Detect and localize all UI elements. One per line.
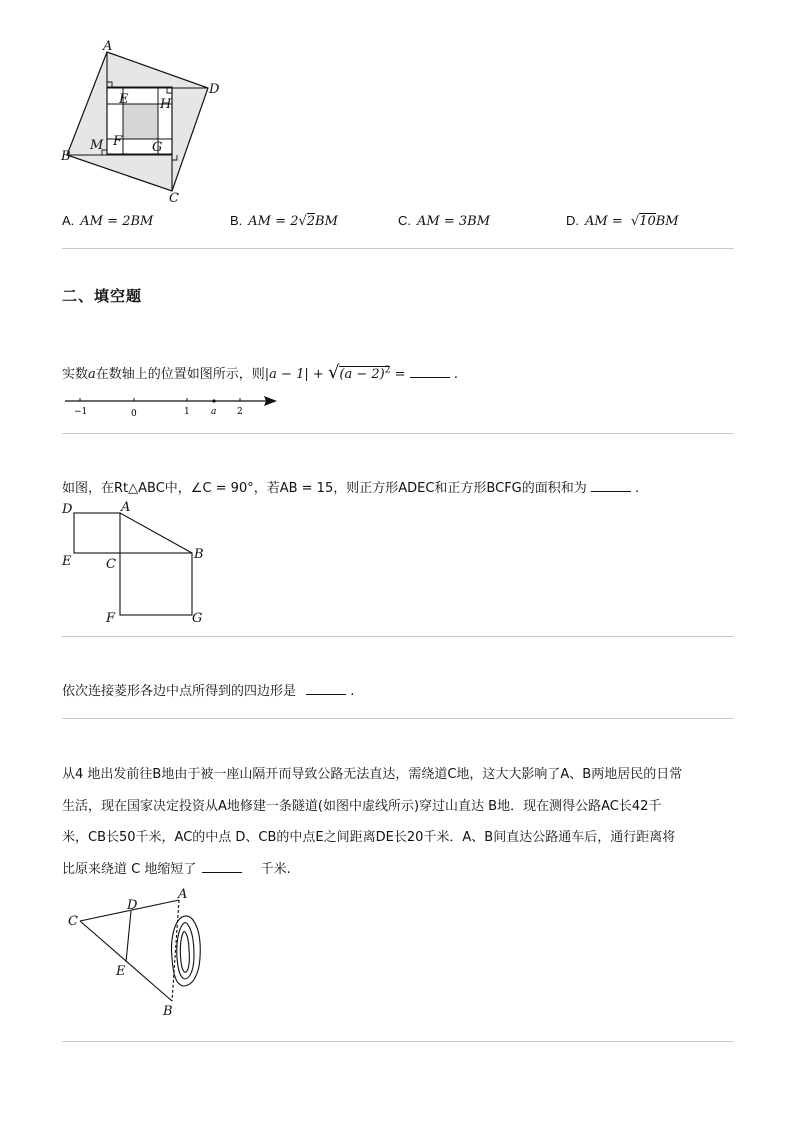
- divider: [62, 433, 734, 434]
- point-a: [212, 399, 215, 402]
- square-bcfg: [120, 553, 192, 615]
- label-d: D: [209, 82, 220, 97]
- label-a: A: [121, 500, 131, 515]
- q4-line-1: 从4 地出发前往B地由于被一座山隔开而导致公路无法直达，需绕道C地，这大大影响了A、B两地居民的日常: [62, 767, 683, 782]
- label-b: B: [163, 1004, 173, 1018]
- label-d: D: [62, 502, 73, 517]
- label-d: D: [127, 898, 138, 913]
- option-key: B.: [230, 213, 243, 228]
- divider: [62, 636, 734, 637]
- option-lhs: AM: [417, 214, 440, 229]
- figure-nested-squares: [58, 36, 228, 208]
- q2-end: .: [635, 481, 640, 496]
- q4-line-4: [62, 858, 291, 877]
- divider: [62, 718, 734, 719]
- divider: [62, 1041, 734, 1042]
- q1-sqrt-expr: [339, 366, 390, 382]
- label-a: A: [178, 887, 188, 902]
- option-coef: 3: [458, 214, 468, 229]
- label-c: C: [169, 191, 179, 206]
- option-lhs: AM: [80, 214, 103, 229]
- tick-label-0: 0: [131, 409, 137, 419]
- segment-de: [126, 911, 131, 962]
- option-key: A.: [62, 213, 75, 228]
- tick-label-1: 1: [184, 407, 190, 417]
- q3-end: .: [350, 684, 355, 699]
- sqrt-sign: √: [327, 362, 340, 383]
- q1-sup: 2: [384, 365, 391, 376]
- label-g: G: [192, 611, 203, 626]
- option-eq: =: [443, 214, 455, 229]
- option-key: D.: [566, 213, 579, 228]
- label-b: B: [194, 547, 204, 562]
- label-f: F: [113, 134, 123, 149]
- q1-answer-blank[interactable]: [410, 377, 450, 378]
- q4-last-post: 千米.: [260, 862, 291, 877]
- option-a[interactable]: [62, 213, 153, 229]
- q1-sqrt-base: (a − 2): [339, 367, 385, 382]
- option-radicand: 2: [306, 214, 316, 229]
- label-a: A: [103, 39, 113, 54]
- q1-text-mid: 在数轴上的位置如图所示，则: [95, 367, 265, 382]
- figure-right-triangle-squares: [58, 500, 208, 628]
- option-rhs: BM: [655, 214, 679, 229]
- option-eq: =: [611, 214, 623, 229]
- square-adec: [74, 513, 120, 553]
- label-b: B: [61, 149, 71, 164]
- option-lhs: AM: [248, 214, 271, 229]
- center-square: [123, 104, 158, 139]
- q1-abs-expr: |a − 1|: [264, 367, 309, 382]
- q3-text: [62, 680, 354, 699]
- mountain-contour: [180, 931, 189, 972]
- label-m: M: [90, 138, 104, 153]
- figure-mountain-tunnel: [62, 886, 222, 1018]
- q2-text: [62, 477, 639, 496]
- mountain-contour: [177, 923, 194, 979]
- q1-end: .: [453, 367, 458, 382]
- label-h: H: [160, 97, 172, 112]
- option-eq: =: [275, 214, 287, 229]
- option-eq: =: [107, 214, 119, 229]
- option-rhs: BM: [130, 214, 154, 229]
- q2-answer-blank[interactable]: [591, 491, 631, 492]
- side-ab: [120, 513, 192, 553]
- option-c[interactable]: [398, 213, 490, 229]
- sqrt-sign: √: [298, 214, 307, 229]
- tunnel-ab: [172, 900, 179, 1001]
- label-c: C: [68, 914, 78, 929]
- label-e: E: [119, 92, 129, 107]
- tick-label-a: a: [211, 407, 217, 417]
- label-f: F: [106, 611, 116, 626]
- q3-answer-blank[interactable]: [306, 694, 346, 695]
- q1-text: [62, 362, 458, 383]
- option-key: C.: [398, 213, 411, 228]
- option-radicand: 10: [639, 214, 656, 229]
- number-line: [60, 390, 282, 422]
- q1-eq: =: [394, 367, 406, 382]
- sqrt-sign: √: [630, 214, 640, 229]
- q1-text-pre: 实数: [62, 367, 89, 382]
- q1-plus: +: [312, 367, 324, 382]
- option-lhs: AM: [585, 214, 608, 229]
- option-d[interactable]: [566, 213, 679, 229]
- q3-question: 依次连接菱形各边中点所得到的四边形是: [62, 684, 297, 699]
- divider: [62, 248, 734, 249]
- option-b[interactable]: [230, 213, 338, 229]
- label-c: C: [106, 557, 116, 572]
- option-coef: 2: [290, 214, 299, 229]
- tick-label-neg1: −1: [74, 407, 88, 417]
- label-e: E: [116, 964, 126, 979]
- section-title: 二、填空题: [62, 287, 143, 305]
- tick-label-2: 2: [237, 407, 243, 417]
- q4-line-2: 生活，现在国家决定投资从A地修建一条隧道(如图中虚线所示)穿过山直达 B地．现在测得公路AC长42千: [62, 799, 662, 814]
- label-e: E: [62, 554, 72, 569]
- q1-var: a: [88, 367, 96, 382]
- q4-last-pre: 比原来绕道 C 地缩短了: [62, 862, 197, 877]
- option-rhs: BM: [315, 214, 338, 229]
- q4-line-3: 米，CB长50千米，AC的中点 D、CB的中点E之间距离DE长20千米．A、B间直达公路通车后，通行距离将: [62, 830, 676, 845]
- label-g: G: [152, 140, 163, 155]
- q4-answer-blank[interactable]: [202, 872, 242, 873]
- option-rhs: BM: [467, 214, 491, 229]
- q2-question: 如图，在Rt△ABC中，∠C = 90°，若AB = 15，则正方形ADEC和正方形BCFG的面积和为: [62, 481, 587, 496]
- option-coef: 2: [122, 214, 131, 229]
